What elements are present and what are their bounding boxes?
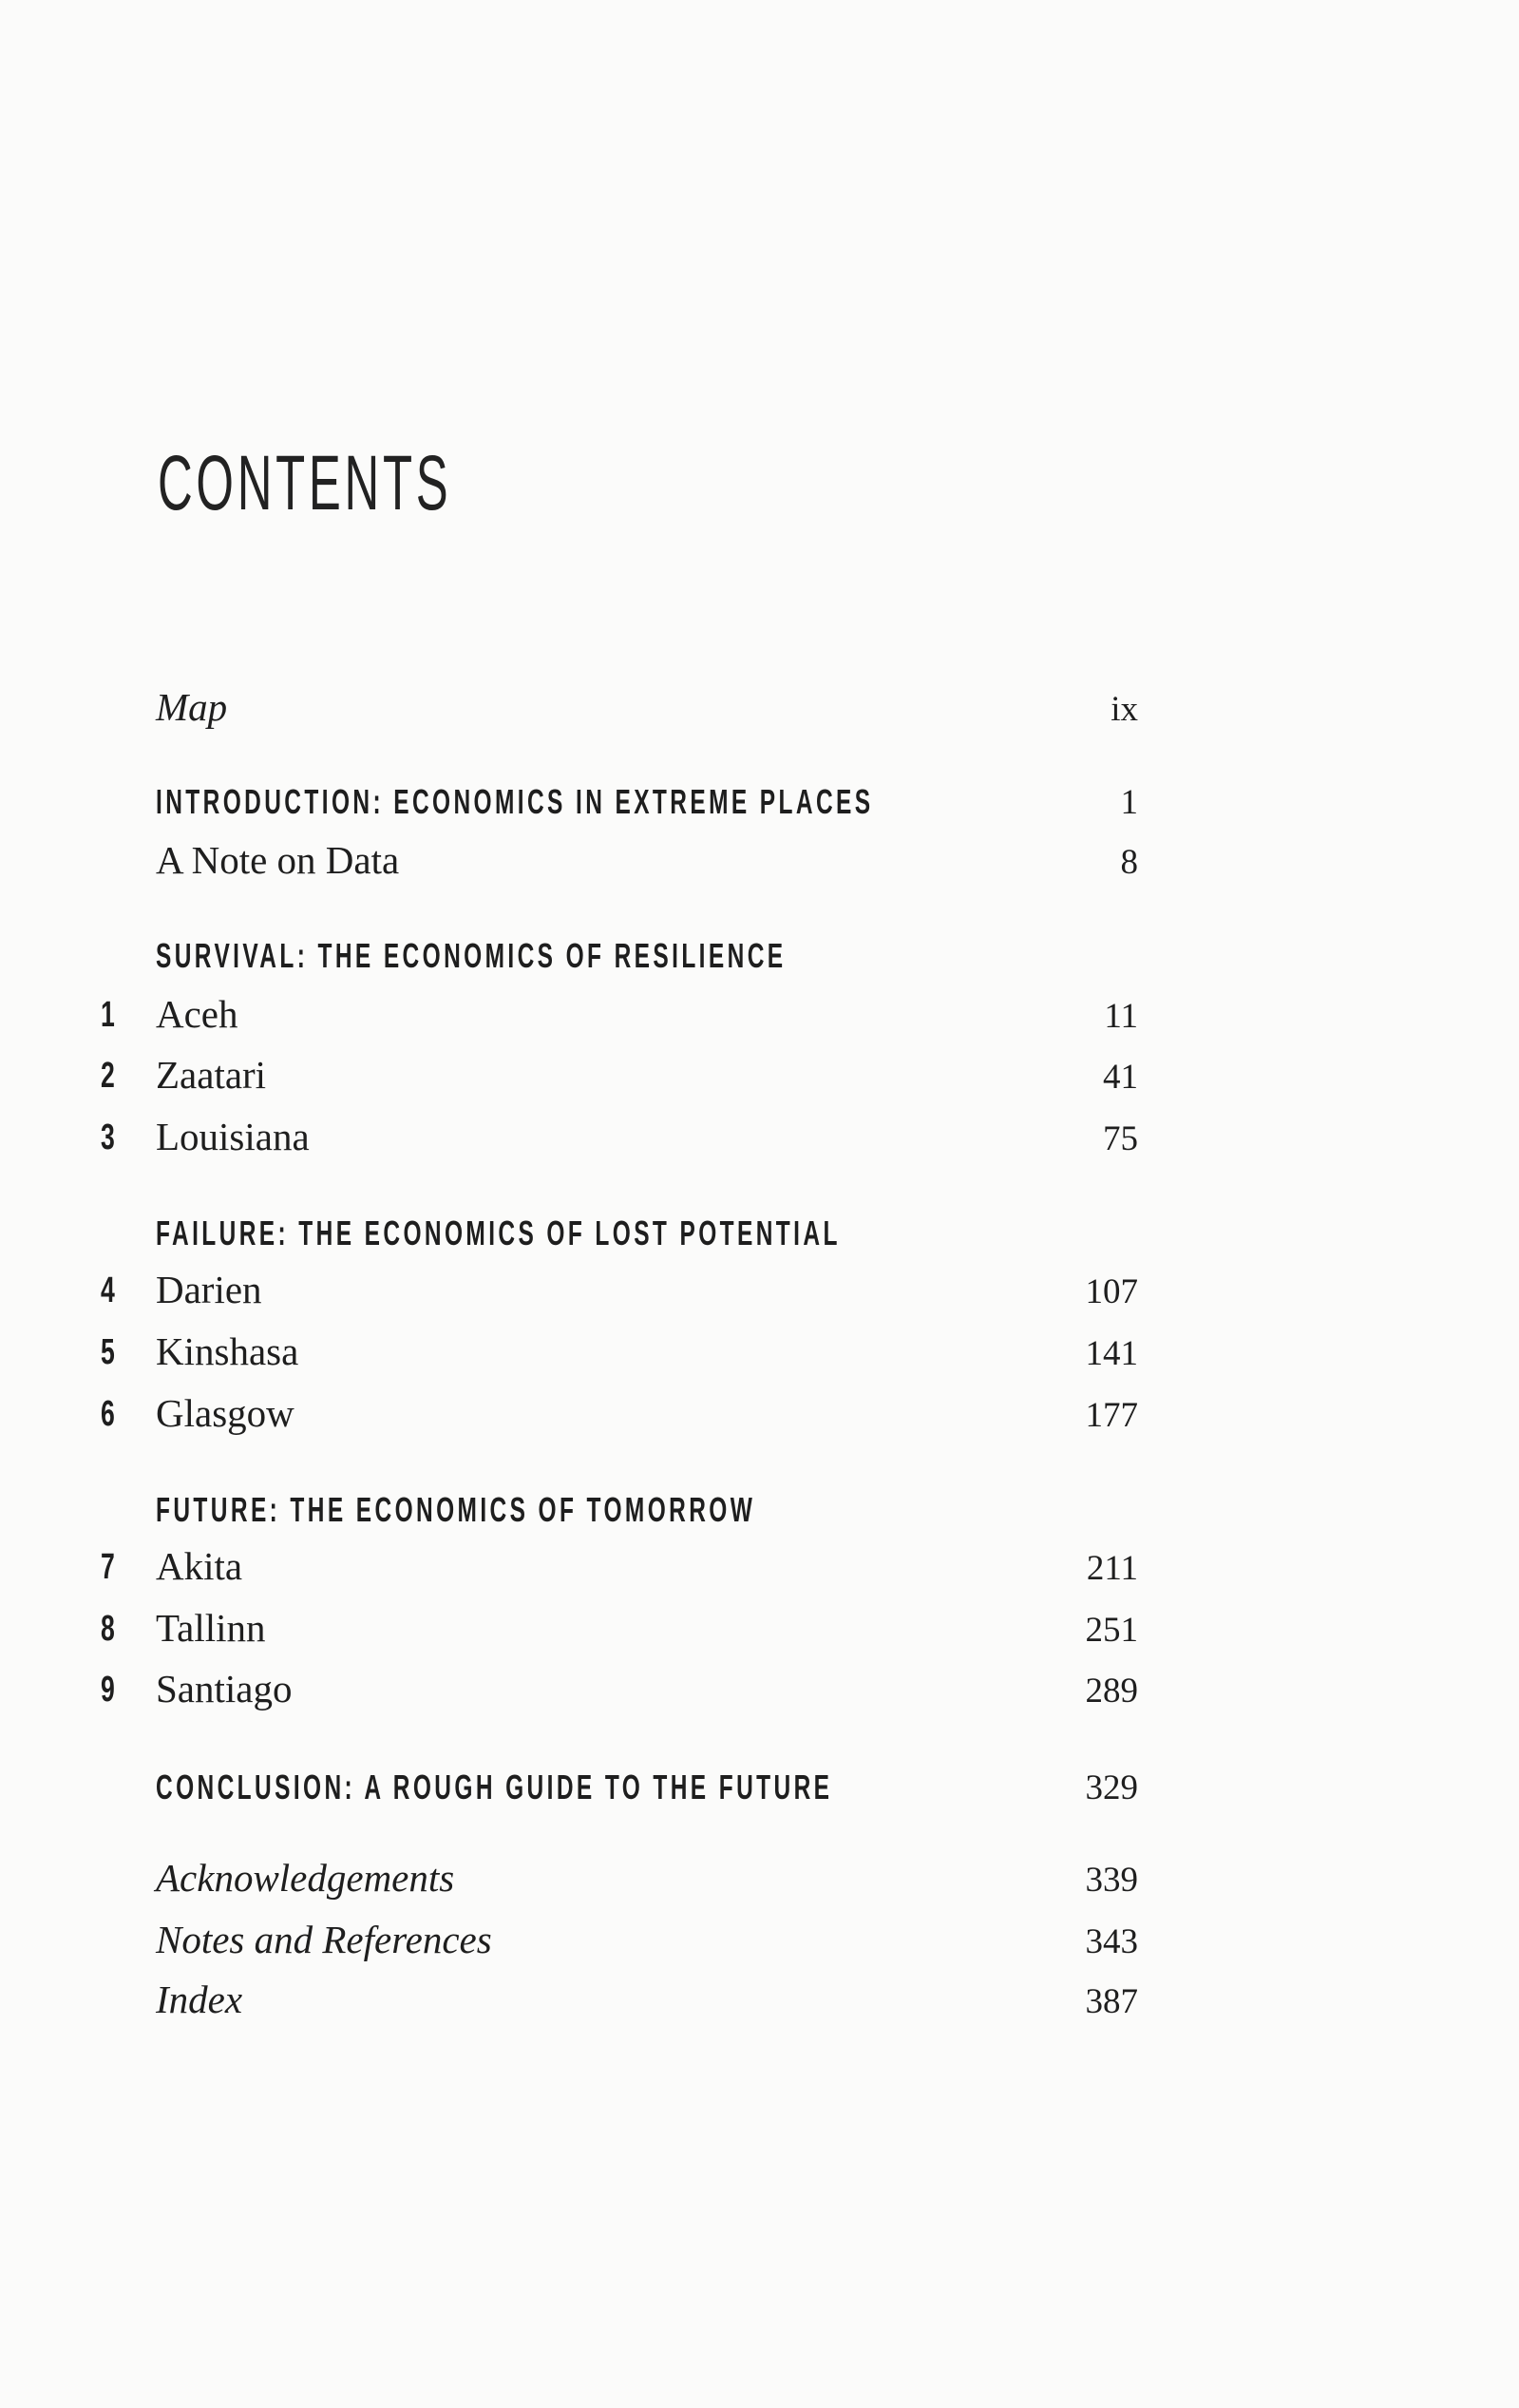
toc-entry[interactable]	[0, 1975, 1519, 2032]
entry-label: FUTURE: THE ECONOMICS OF TOMORROW	[156, 1490, 756, 1529]
toc-entry[interactable]	[0, 835, 1519, 892]
toc-section-heading[interactable]	[0, 775, 1519, 832]
entry-label: Akita	[156, 1544, 243, 1588]
page-number: 339	[1085, 1861, 1138, 1900]
chapter-number: 8	[101, 1609, 115, 1649]
toc-entry[interactable]	[0, 1853, 1519, 1910]
page-number: 211	[1086, 1549, 1138, 1588]
chapter-number: 6	[101, 1394, 115, 1434]
page-number: 343	[1085, 1922, 1138, 1961]
toc-entry[interactable]	[0, 1112, 1519, 1169]
chapter-number: 7	[101, 1547, 115, 1587]
entry-label: Glasgow	[156, 1391, 294, 1435]
chapter-number: 4	[101, 1271, 115, 1310]
chapter-number: 9	[101, 1670, 115, 1710]
toc-entry[interactable]	[0, 682, 1519, 739]
toc-section-heading[interactable]	[0, 1483, 1519, 1540]
page-number: 251	[1085, 1611, 1138, 1650]
toc-entry[interactable]	[0, 1915, 1519, 1972]
page-number: 41	[1103, 1058, 1138, 1097]
toc-entry[interactable]	[0, 1541, 1519, 1598]
entry-label: Louisiana	[156, 1115, 310, 1158]
entry-label: Map	[156, 685, 228, 729]
entry-label: Aceh	[156, 992, 238, 1036]
chapter-number: 5	[101, 1332, 115, 1372]
entry-label: SURVIVAL: THE ECONOMICS OF RESILIENCE	[156, 936, 787, 975]
entry-label: INTRODUCTION: ECONOMICS IN EXTREME PLACES	[156, 782, 874, 821]
page-number: 387	[1085, 1982, 1138, 2021]
toc-section-heading[interactable]	[0, 1207, 1519, 1264]
toc-entry[interactable]	[0, 1664, 1519, 1721]
toc-entry[interactable]	[0, 1327, 1519, 1384]
page-number: 1	[1120, 783, 1138, 822]
page-number: 177	[1085, 1396, 1138, 1435]
entry-label: Tallinn	[156, 1606, 266, 1650]
entry-label: CONCLUSION: A ROUGH GUIDE TO THE FUTURE	[156, 1768, 833, 1806]
chapter-number: 1	[101, 995, 115, 1035]
entry-label: A Note on Data	[156, 838, 400, 882]
chapter-number: 3	[101, 1118, 115, 1157]
toc-entry[interactable]	[0, 1603, 1519, 1660]
entry-label: Santiago	[156, 1667, 293, 1710]
page-number: 8	[1120, 843, 1138, 882]
entry-label: Darien	[156, 1268, 262, 1311]
chapter-number: 2	[101, 1056, 115, 1096]
page-number: ix	[1111, 690, 1138, 729]
page-number: 75	[1103, 1119, 1138, 1158]
page-number: 141	[1085, 1334, 1138, 1373]
toc-entry[interactable]	[0, 1050, 1519, 1107]
toc-entry[interactable]	[0, 1265, 1519, 1322]
entry-label: Index	[156, 1978, 243, 2021]
page-number: 107	[1085, 1272, 1138, 1311]
page-number: 11	[1104, 997, 1138, 1036]
page-number: 329	[1085, 1768, 1138, 1807]
entry-label: Acknowledgements	[156, 1856, 455, 1900]
page-number: 289	[1085, 1672, 1138, 1710]
toc-section-heading[interactable]	[0, 1761, 1519, 1818]
entry-label: Zaatari	[156, 1053, 267, 1097]
toc-entry[interactable]	[0, 989, 1519, 1046]
toc-section-heading[interactable]	[0, 929, 1519, 986]
entry-label: FAILURE: THE ECONOMICS OF LOST POTENTIAL	[156, 1214, 841, 1252]
entry-label: Notes and References	[156, 1918, 492, 1961]
page-title: CONTENTS	[158, 440, 452, 526]
toc-entry[interactable]	[0, 1388, 1519, 1445]
entry-label: Kinshasa	[156, 1329, 299, 1373]
